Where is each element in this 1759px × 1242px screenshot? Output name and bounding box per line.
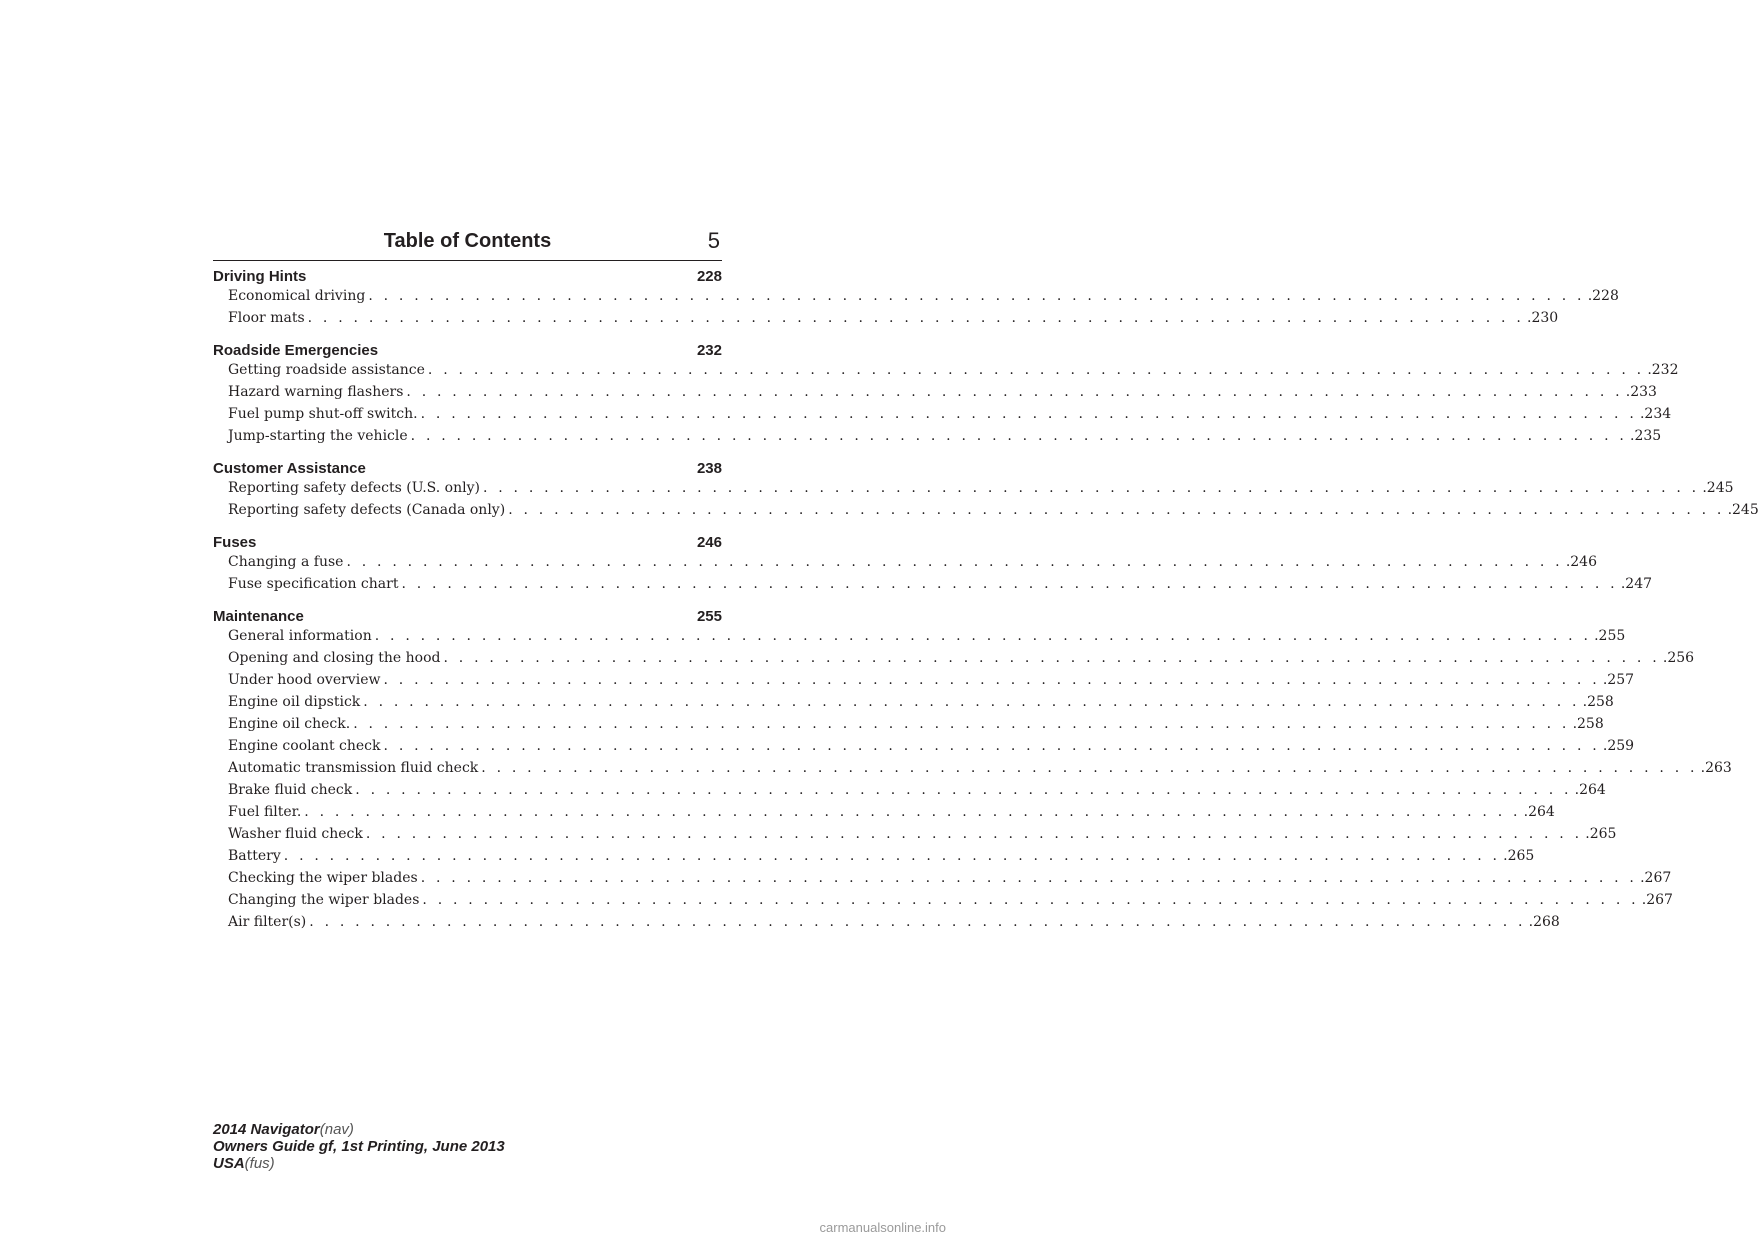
toc-entry[interactable] <box>213 889 1673 911</box>
toc-entry-title: Automatic transmission fluid check <box>228 760 479 776</box>
toc-section <box>213 262 1619 329</box>
page-header <box>213 228 722 261</box>
toc-leader-dots: . . . . . . . . . . . . . . . . . . . . . . . . . . . . . . . . . . . . . . . . . . . . . . . . . . . . . . . . . . . . . . . . . . . . . . . . . . . . . . . . <box>283 848 1501 864</box>
toc-entry-title: Battery <box>228 848 281 864</box>
toc-section-heading[interactable] <box>213 454 722 477</box>
toc-entry-page: .245 <box>1727 502 1759 518</box>
toc-section-heading[interactable] <box>213 602 722 625</box>
toc-entry-title: Under hood overview <box>228 672 381 688</box>
toc-leader-dots: . . . . . . . . . . . . . . . . . . . . . . . . . . . . . . . . . . . . . . . . . . . . . . . . . . . . . . . . . . . . . . . . . . . . . . . . . . . . . . . . <box>401 576 1618 592</box>
footer-market-code: (fus) <box>244 1155 275 1172</box>
toc-section-title: Fuses <box>213 534 257 551</box>
toc-entry[interactable] <box>213 625 1626 647</box>
toc-section <box>213 336 1679 447</box>
toc-section-page: 238 <box>696 460 722 477</box>
toc-entry-page: .257 <box>1602 672 1635 688</box>
toc-entry-page: .264 <box>1523 804 1555 820</box>
toc-entry[interactable] <box>213 307 1559 329</box>
toc-entry-page: .258 <box>1582 694 1614 710</box>
toc-leader-dots: . . . . . . . . . . . . . . . . . . . . . . . . . . . . . . . . . . . . . . . . . . . . . . . . . . . . . . . . . . . . . . . . . . . . . . . . . . . . . . . . <box>420 406 1637 422</box>
toc-entry-title: Fuse specification chart <box>228 576 399 592</box>
footer-market: USA <box>213 1155 245 1172</box>
toc-entry[interactable] <box>213 779 1606 801</box>
toc-section-heading[interactable] <box>213 336 722 359</box>
toc-entry-title: Opening and closing the hood <box>228 650 441 666</box>
toc-leader-dots: . . . . . . . . . . . . . . . . . . . . . . . . . . . . . . . . . . . . . . . . . . . . . . . . . . . . . . . . . . . . . . . . . . . . . . . . . . . . . . . . <box>365 826 1583 842</box>
toc-entry-title: Checking the wiper blades <box>228 870 418 886</box>
document-footer <box>213 1121 505 1172</box>
toc-entry[interactable] <box>213 911 1560 933</box>
toc-entries <box>213 359 1679 447</box>
toc-entry-page: .245 <box>1702 480 1734 496</box>
footer-model: 2014 Navigator <box>213 1121 320 1138</box>
toc-entry-page: .228 <box>1587 288 1619 304</box>
toc-entry-title: Getting roadside assistance <box>228 362 425 378</box>
toc-entry[interactable] <box>213 647 1695 669</box>
footer-model-code: (nav) <box>319 1121 354 1138</box>
toc-entry[interactable] <box>213 573 1653 595</box>
toc-section-page: 228 <box>696 268 722 285</box>
toc-entry-page: .259 <box>1602 738 1635 754</box>
toc-entry-title: Brake fluid check <box>228 782 353 798</box>
toc-section <box>213 454 1759 521</box>
toc-section-heading[interactable] <box>213 262 722 285</box>
toc-entry[interactable] <box>213 359 1679 381</box>
toc-entry-title: General information <box>228 628 372 644</box>
toc-entry-page: .255 <box>1594 628 1626 644</box>
toc-leader-dots: . . . . . . . . . . . . . . . . . . . . . . . . . . . . . . . . . . . . . . . . . . . . . . . . . . . . . . . . . . . . . . . . . . . . . . . . . . . . . . . . <box>346 554 1563 570</box>
toc-leader-dots: . . . . . . . . . . . . . . . . . . . . . . . . . . . . . . . . . . . . . . . . . . . . . . . . . . . . . . . . . . . . . . . . . . . . . . . . . . . . . . . . <box>304 804 1521 820</box>
toc-entry-title: Floor mats <box>228 310 305 326</box>
toc-entries <box>213 551 1653 595</box>
toc-entry[interactable] <box>213 425 1662 447</box>
toc-leader-dots: . . . . . . . . . . . . . . . . . . . . . . . . . . . . . . . . . . . . . . . . . . . . . . . . . . . . . . . . . . . . . . . . . . . . . . . . . . . . . . . . <box>422 892 1639 908</box>
toc-section-page: 255 <box>696 608 722 625</box>
toc-entry-title: Air filter(s) <box>228 914 307 930</box>
toc-entry-title: Fuel filter. <box>228 804 302 820</box>
toc-entry-page: .268 <box>1528 914 1560 930</box>
toc-leader-dots: . . . . . . . . . . . . . . . . . . . . . . . . . . . . . . . . . . . . . . . . . . . . . . . . . . . . . . . . . . . . . . . . . . . . . . . . . . . . . . . . <box>307 310 1525 326</box>
toc-entry-title: Engine coolant check <box>228 738 381 754</box>
toc-leader-dots: . . . . . . . . . . . . . . . . . . . . . . . . . . . . . . . . . . . . . . . . . . . . . . . . . . . . . . . . . . . . . . . . . . . . . . . . . . . . . . . . <box>482 480 1700 496</box>
page-number: 5 <box>707 228 720 253</box>
toc-entry[interactable] <box>213 801 1555 823</box>
toc-section-heading[interactable] <box>213 528 722 551</box>
toc-entry[interactable] <box>213 713 1604 735</box>
toc-entry-page: .247 <box>1620 576 1653 592</box>
toc-entry[interactable] <box>213 285 1619 307</box>
toc-entry-title: Changing a fuse <box>228 554 344 570</box>
toc-entry-title: Economical driving <box>228 288 366 304</box>
toc-entry-title: Engine oil dipstick <box>228 694 361 710</box>
toc-entry-title: Washer fluid check <box>228 826 363 842</box>
toc-entry[interactable] <box>213 867 1672 889</box>
toc-leader-dots: . . . . . . . . . . . . . . . . . . . . . . . . . . . . . . . . . . . . . . . . . . . . . . . . . . . . . . . . . . . . . . . . . . . . . . . . . . . . . . . . <box>508 502 1725 518</box>
table-of-contents <box>213 262 1759 940</box>
toc-entry-page: .235 <box>1630 428 1662 444</box>
toc-entry-page: .234 <box>1639 406 1672 422</box>
toc-section-page: 232 <box>696 342 722 359</box>
toc-leader-dots: . . . . . . . . . . . . . . . . . . . . . . . . . . . . . . . . . . . . . . . . . . . . . . . . . . . . . . . . . . . . . . . . . . . . . . . . . . . . . . . . <box>443 650 1660 666</box>
toc-section-title: Customer Assistance <box>213 460 366 477</box>
toc-leader-dots: . . . . . . . . . . . . . . . . . . . . . . . . . . . . . . . . . . . . . . . . . . . . . . . . . . . . . . . . . . . . . . . . . . . . . . . . . . . . . . . . <box>363 694 1580 710</box>
toc-leader-dots: . . . . . . . . . . . . . . . . . . . . . . . . . . . . . . . . . . . . . . . . . . . . . . . . . . . . . . . . . . . . . . . . . . . . . . . . . . . . . . . . <box>374 628 1592 644</box>
toc-entries <box>213 285 1619 329</box>
toc-section-page: 246 <box>696 534 722 551</box>
site-watermark: carmanualsonline.info <box>819 1220 946 1235</box>
toc-entry-page: .256 <box>1662 650 1695 666</box>
footer-edition: Owners Guide gf, 1st Printing, June 2013 <box>213 1138 505 1155</box>
toc-entry[interactable] <box>213 551 1597 573</box>
toc-entry-page: .265 <box>1585 826 1617 842</box>
toc-entry[interactable] <box>213 381 1657 403</box>
toc-entry[interactable] <box>213 477 1734 499</box>
toc-entry-title: Changing the wiper blades <box>228 892 420 908</box>
toc-entry-page: .230 <box>1527 310 1559 326</box>
toc-leader-dots: . . . . . . . . . . . . . . . . . . . . . . . . . . . . . . . . . . . . . . . . . . . . . . . . . . . . . . . . . . . . . . . . . . . . . . . . . . . . . . . . <box>481 760 1698 776</box>
toc-entry-page: .264 <box>1574 782 1606 798</box>
toc-entry[interactable] <box>213 669 1635 691</box>
toc-entry[interactable] <box>213 757 1732 779</box>
toc-leader-dots: . . . . . . . . . . . . . . . . . . . . . . . . . . . . . . . . . . . . . . . . . . . . . . . . . . . . . . . . . . . . . . . . . . . . . . . . . . . . . . . . <box>383 738 1600 754</box>
toc-leader-dots: . . . . . . . . . . . . . . . . . . . . . . . . . . . . . . . . . . . . . . . . . . . . . . . . . . . . . . . . . . . . . . . . . . . . . . . . . . . . . . . . <box>355 782 1572 798</box>
toc-leader-dots: . . . . . . . . . . . . . . . . . . . . . . . . . . . . . . . . . . . . . . . . . . . . . . . . . . . . . . . . . . . . . . . . . . . . . . . . . . . . . . . . <box>309 914 1526 930</box>
toc-entry[interactable] <box>213 691 1614 713</box>
toc-leader-dots: . . . . . . . . . . . . . . . . . . . . . . . . . . . . . . . . . . . . . . . . . . . . . . . . . . . . . . . . . . . . . . . . . . . . . . . . . . . . . . . . <box>368 288 1585 304</box>
toc-entry-page: .265 <box>1503 848 1535 864</box>
toc-entry-page: .258 <box>1572 716 1604 732</box>
toc-entry[interactable] <box>213 403 1672 425</box>
toc-entry-page: .263 <box>1700 760 1732 776</box>
toc-leader-dots: . . . . . . . . . . . . . . . . . . . . . . . . . . . . . . . . . . . . . . . . . . . . . . . . . . . . . . . . . . . . . . . . . . . . . . . . . . . . . . . . <box>406 384 1623 400</box>
toc-entry[interactable] <box>213 735 1635 757</box>
toc-section <box>213 602 1732 933</box>
toc-leader-dots: . . . . . . . . . . . . . . . . . . . . . . . . . . . . . . . . . . . . . . . . . . . . . . . . . . . . . . . . . . . . . . . . . . . . . . . . . . . . . . . . <box>383 672 1600 688</box>
toc-leader-dots: . . . . . . . . . . . . . . . . . . . . . . . . . . . . . . . . . . . . . . . . . . . . . . . . . . . . . . . . . . . . . . . . . . . . . . . . . . . . . . . . <box>353 716 1570 732</box>
toc-section-title: Roadside Emergencies <box>213 342 379 359</box>
toc-leader-dots: . . . . . . . . . . . . . . . . . . . . . . . . . . . . . . . . . . . . . . . . . . . . . . . . . . . . . . . . . . . . . . . . . . . . . . . . . . . . . . . . <box>410 428 1628 444</box>
toc-entry[interactable] <box>213 499 1759 521</box>
toc-entry-title: Fuel pump shut-off switch. <box>228 406 418 422</box>
toc-entry-page: .246 <box>1565 554 1597 570</box>
toc-leader-dots: . . . . . . . . . . . . . . . . . . . . . . . . . . . . . . . . . . . . . . . . . . . . . . . . . . . . . . . . . . . . . . . . . . . . . . . . . . . . . . . . <box>420 870 1638 886</box>
toc-entry-title: Reporting safety defects (U.S. only) <box>228 480 480 496</box>
toc-entry-page: .267 <box>1640 870 1672 886</box>
toc-entry-title: Jump-starting the vehicle <box>228 428 408 444</box>
page-title: Table of Contents <box>383 230 552 252</box>
toc-section-title: Driving Hints <box>213 268 307 285</box>
toc-entries <box>213 625 1732 933</box>
toc-entry-title: Engine oil check. <box>228 716 351 732</box>
toc-entry[interactable] <box>213 823 1617 845</box>
toc-entries <box>213 477 1759 521</box>
toc-entry-page: .233 <box>1625 384 1657 400</box>
toc-entry[interactable] <box>213 845 1535 867</box>
toc-section <box>213 528 1653 595</box>
toc-leader-dots: . . . . . . . . . . . . . . . . . . . . . . . . . . . . . . . . . . . . . . . . . . . . . . . . . . . . . . . . . . . . . . . . . . . . . . . . . . . . . . . . <box>427 362 1645 378</box>
toc-entry-page: .232 <box>1647 362 1679 378</box>
toc-section-title: Maintenance <box>213 608 304 625</box>
toc-entry-title: Hazard warning flashers <box>228 384 404 400</box>
toc-entry-title: Reporting safety defects (Canada only) <box>228 502 506 518</box>
toc-entry-page: .267 <box>1641 892 1673 908</box>
